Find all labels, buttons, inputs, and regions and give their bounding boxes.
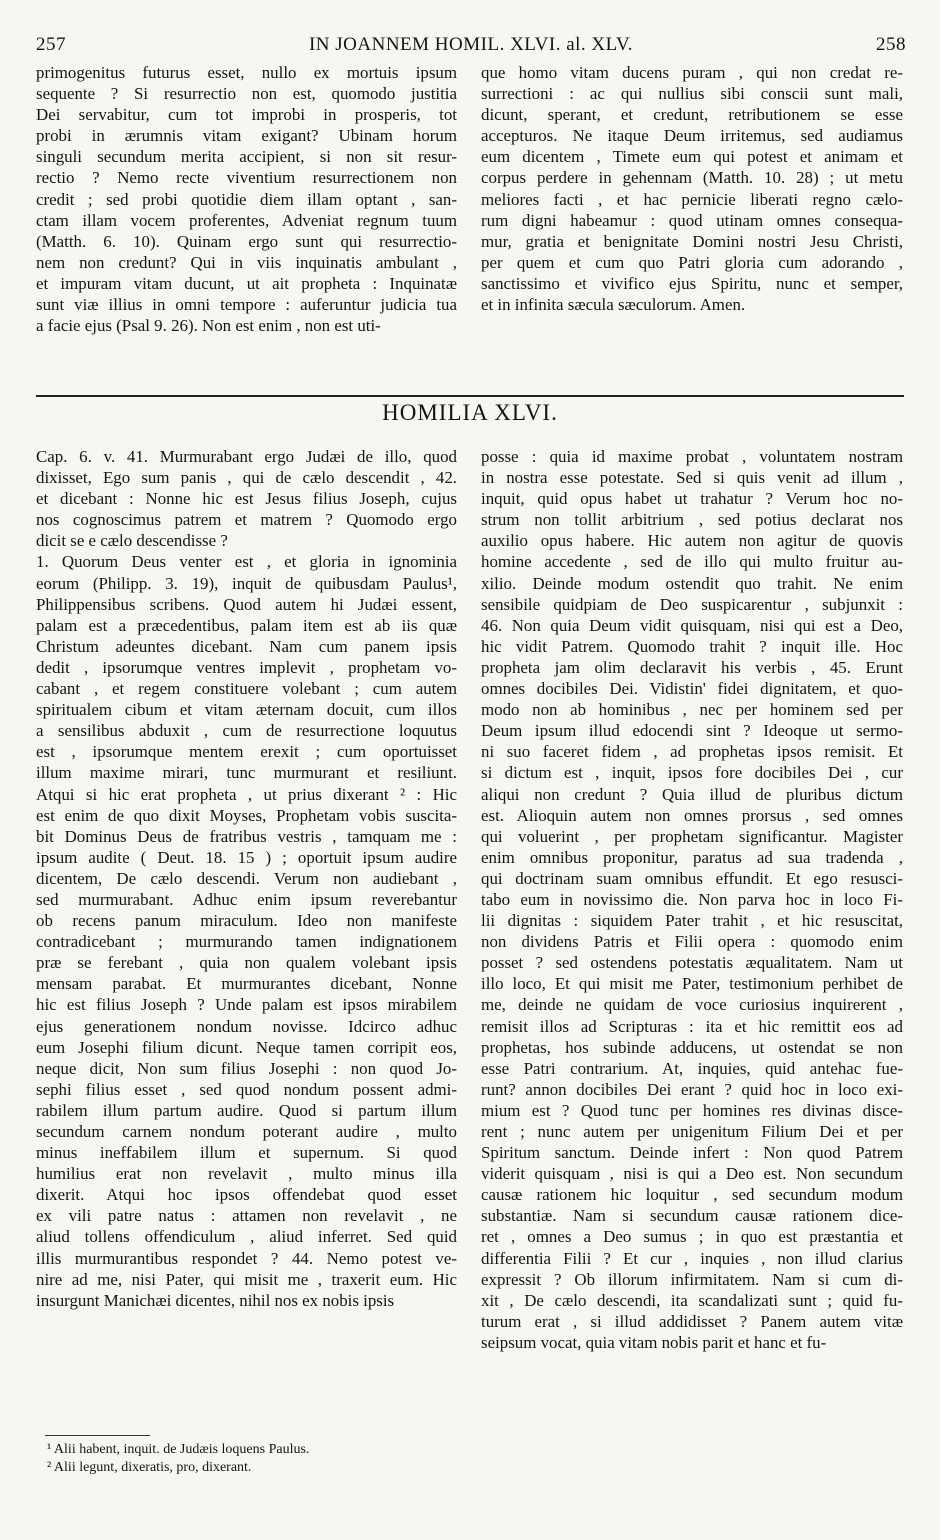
text-line: remisit illos ad Scripturas : ita et hic remittit eos ad <box>481 1016 903 1036</box>
text-line: ni suo faceret fidem , ad prophetas ipsos remisit. Et <box>481 742 903 762</box>
text-line: 46. Non quia Deum vidit quisquam, nisi qui est a Deo, <box>481 615 903 635</box>
text-line: seipsum vocat, quia vitam nobis parit et hanc et fu- <box>481 1332 827 1352</box>
text-line: contradicebant ; murmurando tamen indignationem <box>36 932 457 952</box>
text-line: ob recens panum miraculum. Ideo non manifeste <box>36 911 457 931</box>
continuation-left-column <box>36 62 457 336</box>
text-line: strum non tollit arbitrium , sed potius declarat nos <box>481 510 903 530</box>
homily-left-column <box>36 446 457 1311</box>
text-line: si dictum est , inquit, ipsos fore docibiles Dei , cur <box>481 763 903 783</box>
text-line: illum maxime mirari, tunc murmurant et resiliunt. <box>36 763 457 783</box>
text-line: credit ; sed probi quotidie diem illam optant , san- <box>36 189 457 209</box>
text-line: est enim de quo dixit Moyses, Prophetam vobis suscita- <box>36 805 457 825</box>
text-line: Cap. 6. v. 41. Murmurabant ergo Judæi de illo, quod <box>36 447 457 466</box>
text-line: meliores facti , et hac pernicie liberati regno cælo- <box>481 189 903 209</box>
continuation-right-column <box>481 62 903 315</box>
text-line: illo loco, Et qui misit me Pater, testimonium perhibet de <box>481 974 903 994</box>
text-line: mensam parabat. Et murmurantes dicebant, Nonne <box>36 974 457 994</box>
text-line: per quem et cum quo Patri gloria cum adorando , <box>481 252 903 272</box>
text-line: mium est ? Quod tunc per homines res divinas disce- <box>481 1100 903 1120</box>
text-line: a sensilibus abduxit , cum de resurrectione loquutus <box>36 721 457 741</box>
text-line: ctam illam vocem proferentes, Adveniat regnum tuum <box>36 210 457 230</box>
text-line: sanctissimo et vivifico ejus Spiritu, nunc et semper, <box>481 273 903 293</box>
text-line: Atqui si hic erat propheta , ut prius dixerant ² : Hic <box>36 784 457 804</box>
text-line: Deum ipsum illud edocendi sint ? Ideoque ut sermo- <box>481 721 903 741</box>
text-line: non dividens Patris et Filii opera : quomodo enim <box>481 932 903 952</box>
text-line: et dicebant : Nonne hic est Jesus filius Joseph, cujus <box>36 489 457 509</box>
text-line: spiritualem cibum et vitam æternam docuit, cum illos <box>36 700 457 720</box>
text-line: propheta jam olim declaravit his verbis , 45. Erunt <box>481 657 903 677</box>
text-line: eorum (Philipp. 3. 19), inquit de quibusdam Paulus¹, <box>36 573 457 593</box>
text-line: nos cognoscimus patrem et matrem ? Quomodo ergo <box>36 510 457 530</box>
page-header <box>36 34 906 64</box>
text-line: sephi filius esset , sed quod nondum possent admi- <box>36 1079 457 1099</box>
text-line: ret , omnes a Deo sumus ; in quo est præstantia et <box>481 1227 903 1247</box>
text-line: surrectioni : ac qui nullius sibi conscii sunt mali, <box>481 84 903 104</box>
text-line: Christum adeuntes dicebant. Nam cum panem ipsis <box>36 636 457 656</box>
text-line: dedit , ipsorumque ventres implevit , prophetam vo- <box>36 657 457 677</box>
page-number-right: 258 <box>876 34 906 55</box>
text-line: xilio. Deinde modum ostendit quo trahit. Ne enim <box>481 573 903 593</box>
text-line: differentia Filii ? Et cur , inquies , non illud clarius <box>481 1248 903 1268</box>
text-line: mur, gratia et benignitate Domini nostri Jesu Christi, <box>481 231 903 251</box>
footnote-1: ¹ Alii habent, inquit. de Judæis loquens Paulus. <box>47 1442 310 1457</box>
text-line: ex vili patre natus : attamen non revelavit , ne <box>36 1206 457 1226</box>
text-line: ipsum audite ( Deut. 18. 15 ) ; oportuit ipsum audire <box>36 847 457 867</box>
text-line: lii dignitas : siquidem Pater trahit , et hic resuscitat, <box>481 911 903 931</box>
text-line: sequente ? Si resurrectio non est, quomodo justitia <box>36 84 457 104</box>
text-line: humilius erat non revelavit , multo minus illa <box>36 1164 457 1184</box>
text-line: a facie ejus (Psal 9. 26). Non est enim , non est uti- <box>36 316 381 336</box>
homily-right-column <box>481 446 903 1353</box>
footnote-rule <box>45 1435 150 1436</box>
text-line: posset ? sed ostendens potestatis æqualitatem. Nam ut <box>481 953 903 973</box>
text-line: est. Alioquin autem non omnes prorsus , sed omnes <box>481 805 903 825</box>
text-line: aliqui non credunt ? Quia illud de pluribus dictum <box>481 784 903 804</box>
text-line: corpus perdere in gehennam (Matth. 10. 28) ; ut metu <box>481 168 903 188</box>
text-line: modo non ab hominibus , nec per hominem sed per <box>481 700 903 720</box>
text-line: eum Josephi filium dicunt. Neque tamen corripit eos, <box>36 1037 457 1057</box>
text-line: et impuram vitam ducunt, ut ait propheta : Inquinatæ <box>36 273 457 293</box>
text-line: rent ; nunc autem per unigenitum Filium Dei et per <box>481 1122 903 1141</box>
text-line: rectio ? Nemo recte viventium resurrectionem non <box>36 168 457 188</box>
text-line: hic est filius Joseph ? Unde palam est ipsos mirabilem <box>36 995 457 1015</box>
text-line: præ se ferebant , quia non qualem volebant ipsis <box>36 953 457 973</box>
running-head: IN JOANNEM HOMIL. XLVI. al. XLV. <box>308 34 634 55</box>
text-line: dicit se e cælo descendisse ? <box>36 531 228 551</box>
text-line: Spiritum sanctum. Deinde infert : Non quod Patrem <box>481 1143 903 1163</box>
text-line: 1. Quorum Deus venter est , et gloria in ignominia <box>36 552 457 572</box>
text-line: tabo eum in novissimo die. Non parva hoc in loco Fi- <box>481 889 903 909</box>
text-line: sunt viæ illius in omni tempore : auferuntur judicia tua <box>36 295 457 315</box>
text-line: sed murmurabant. Adhuc enim ipsum reverebantur <box>36 889 457 909</box>
text-line: dicunt, sperant, et credunt, retributionem se esse <box>481 105 903 125</box>
text-line: illis murmurantibus respondet ? 44. Nemo potest ve- <box>36 1248 457 1268</box>
text-line: viderit quisquam , nisi is qui a Deo est. Non secundum <box>481 1164 903 1184</box>
text-line: prophetas, hos subinde adducens, ut ostendat se non <box>481 1037 903 1057</box>
text-line: secundum carnem nondum poterant audire , multo <box>36 1122 457 1141</box>
text-line: aliud tollens offendiculum , aliud inferret. Sed quid <box>36 1227 457 1247</box>
text-line: esse Patri contrarium. At, inquies, quid antehac fue- <box>481 1058 903 1078</box>
text-line: dixisset, Ego sum panis , qui de cælo descendit , 42. <box>36 468 457 488</box>
text-line: expressit ? Ob illorum infirmitatem. Nam si cum di- <box>481 1269 903 1289</box>
text-line: insurgunt Manichæi dicentes, nihil nos ex nobis ipsis <box>36 1290 395 1310</box>
text-line: xit , De cælo descendi, ita scandalizati sunt ; quid fu- <box>481 1290 903 1310</box>
footnote-2: ² Alii legunt, dixeratis, pro, dixerant. <box>47 1460 252 1475</box>
text-line: est , ipsorumque mentem erexit ; cum oportuisset <box>36 742 457 762</box>
text-line: auxilio opus habere. Hic autem non agitur de quovis <box>481 531 903 551</box>
text-line: primogenitus futurus esset, nullo ex mortuis ipsum <box>36 63 457 82</box>
text-line: substantiæ. Nam si secundum causæ rationem dice- <box>481 1206 903 1226</box>
text-line: et in infinita sæcula sæculorum. Amen. <box>481 295 746 315</box>
text-line: turum erat , si illud addidisset ? Panem autem vitæ <box>481 1311 903 1331</box>
text-line: homine accedente , sed de illo qui multo fruitur au- <box>481 552 903 572</box>
text-line: hic vidit Patrem. Quomodo trahit ? inquit ille. Hoc <box>481 636 903 656</box>
text-line: neque dicit, Non sum filius Josephi : non quod Jo- <box>36 1058 457 1078</box>
text-line: palam est a præcedentibus, palam item est ab iis quæ <box>36 615 457 635</box>
text-line: cabant , et regem constituere volebant ; cum autem <box>36 679 457 699</box>
text-line: nem non credunt? Qui in viis inquinatis ambulant , <box>36 252 457 272</box>
text-line: (Matth. 6. 10). Quinam ergo sunt qui resurrectio- <box>36 231 457 251</box>
text-line: Dei servabitur, cum tot improbi in prosperis, tot <box>36 105 457 125</box>
text-line: dixerit. Atqui hoc ipsos offendebat quod esset <box>36 1185 457 1205</box>
text-line: que homo vitam ducens puram , qui non credat re- <box>481 63 903 82</box>
text-line: in nostra esse potestate. Sed si quis venit ad illum , <box>481 468 903 488</box>
page-number-left: 257 <box>36 34 66 55</box>
text-line: inquit, quid opus habet ut trahatur ? Verum hoc no- <box>481 489 903 509</box>
homily-title: HOMILIA XLVI. <box>382 400 558 425</box>
text-line: bit Dominus Deus de fratribus vestris , tamquam me : <box>36 826 457 846</box>
text-line: dicentem, De cælo descendi. Verum non audiebant , <box>36 868 457 888</box>
text-line: sensibile quidpiam de Deo suspicarentur , subjunxit : <box>481 594 903 614</box>
text-line: accepturos. Ne itaque Deum irritemus, sed audiamus <box>481 126 903 146</box>
text-line: Philippensibus scribens. Quod autem hi Judæi essent, <box>36 594 457 614</box>
text-line: singuli secundum merita accipient, si non sit resur- <box>36 147 457 167</box>
text-line: qui doctrinam suam omnibus effundit. Et ego resusci- <box>481 868 903 888</box>
section-divider <box>36 395 904 397</box>
text-line: me, deinde ne quidam de voce curiosius inquirerent , <box>481 995 903 1015</box>
text-line: rabilem illum partum audire. Quod si partum illum <box>36 1100 457 1120</box>
text-line: minus ineffabilem illum et supernum. Si quod <box>36 1143 457 1163</box>
text-line: nire ad me, nisi Pater, qui misit me , traxerit eum. Hic <box>36 1269 457 1289</box>
text-line: omnes docibiles Dei. Vidistin' fidei dignitatem, et quo- <box>481 679 903 699</box>
text-line: probi in ærumnis vitam exigant? Ubinam horum <box>36 126 457 146</box>
text-line: eum dicentem , Timete eum qui potest et animam et <box>481 147 903 167</box>
text-line: causæ rationem hic loquitur , sed secundum modum <box>481 1185 903 1205</box>
text-line: ejus generationem nondum novisse. Idcirco adhuc <box>36 1016 457 1036</box>
text-line: rum digni habeamur : quod utinam omnes consequa- <box>481 210 903 230</box>
text-line: qui voluerint , per prophetam significantur. Magister <box>481 826 903 846</box>
text-line: runt? annon docibiles Dei erant ? quid hoc in loco exi- <box>481 1079 903 1099</box>
text-line: posse : quia id maxime probat , voluntatem nostram <box>481 447 903 466</box>
text-line: enim omnibus proponitur, paratus ad sua tradenda , <box>481 847 903 867</box>
